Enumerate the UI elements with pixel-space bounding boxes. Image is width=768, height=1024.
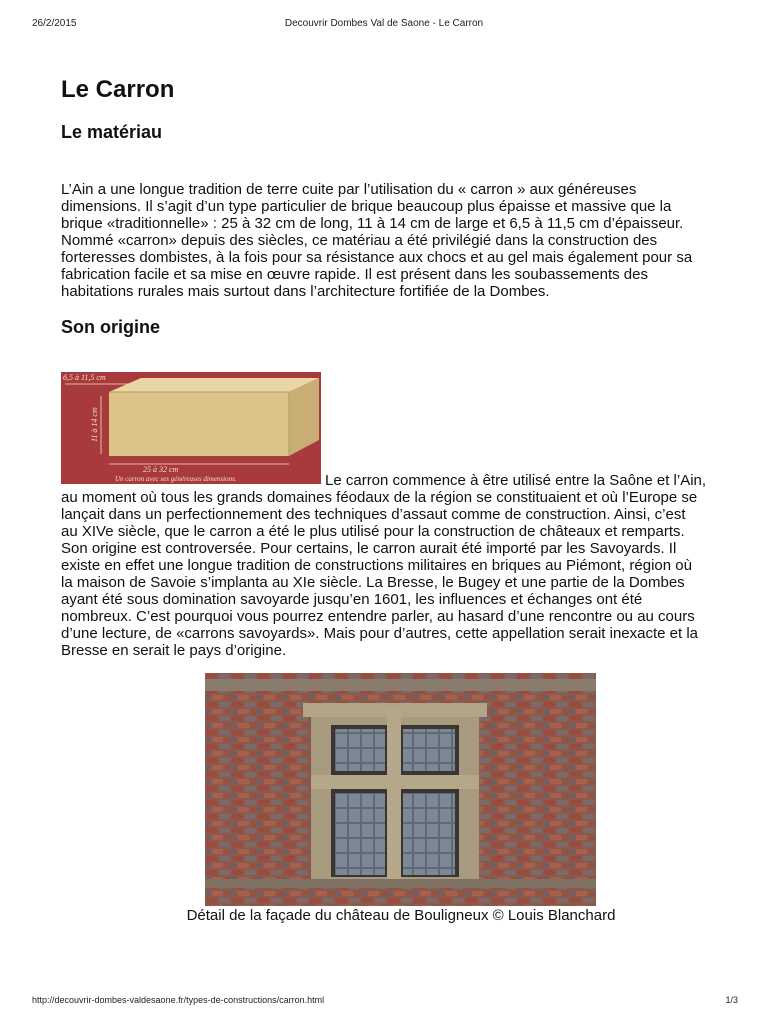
brick-dimensions-illustration xyxy=(61,372,321,484)
window-mullion xyxy=(387,709,401,879)
paragraph-materiau xyxy=(61,181,737,300)
text-line: nombreux. C’est pourquoi vous pourrez entendre parler, au hasard d’une rencontre ou au cours xyxy=(61,608,695,625)
photo-caption: Détail de la façade du château de Bouligneux © Louis Blanchard xyxy=(186,907,616,924)
brick-front-face xyxy=(109,392,289,456)
print-page-title: Decouvrir Dombes Val de Saone - Le Carron xyxy=(284,18,484,29)
paragraph-origine xyxy=(61,489,737,659)
section-heading-origine: Son origine xyxy=(61,317,160,337)
chateau-facade-photo xyxy=(205,673,596,906)
pane-bottom-right xyxy=(403,793,455,875)
bottom-sill xyxy=(205,879,596,888)
text-line: brique «traditionnelle» : 25 à 32 cm de long, 11 à 14 cm de large et 6,5 à 11,5 cm d’épaisseur. xyxy=(61,215,684,232)
text-line: L’Ain a une longue tradition de terre cuite par l’utilisation du « carron » aux généreuses xyxy=(61,181,637,198)
window-transom xyxy=(311,775,479,789)
text-line: fabrication facile et sa mise en œuvre rapide. Il est présent dans les soubassements des xyxy=(61,266,648,283)
pane-top-left xyxy=(335,729,385,771)
page-url: http://decouvrir-dombes-valdesaone.fr/types-de-constructions/carron.html xyxy=(32,995,325,1005)
text-line: Nommé «carron» depuis des siècles, ce matériau a été privilégié dans la construction des xyxy=(61,232,658,249)
section-heading-materiau: Le matériau xyxy=(61,122,163,142)
text-line: au moment où tous les grands domaines féodaux de la région se constituaient et où l’Europe se xyxy=(61,489,698,506)
print-date: 26/2/2015 xyxy=(32,18,77,29)
text-line: au XIVe siècle, que le carron a été le plus utilisé pour la construction de châteaux et remparts. xyxy=(61,523,685,540)
text-line: la maison de Savoie s’implanta au XIe siècle. La Bresse, le Bugey et une partie de la Dombes xyxy=(61,574,685,591)
text-line: habitations rurales mais surtout dans l’architecture fortifiée de la Dombes. xyxy=(61,283,550,300)
width-label: 11 à 14 cm xyxy=(90,407,99,442)
page-number: 1/3 xyxy=(725,995,738,1005)
paragraph-origine-first-line: Le carron commence à être utilisé entre la Saône et l’Ain, xyxy=(325,472,707,489)
top-cornice xyxy=(205,679,596,691)
article-title: Le Carron xyxy=(61,76,175,103)
pane-top-right xyxy=(403,729,455,771)
pane-bottom-left xyxy=(335,793,385,875)
illustration-caption: Un carron avec ses généreuses dimensions. xyxy=(115,475,237,483)
text-line: dimensions. Il s’agit d’un type particulier de brique beaucoup plus épaisse et massive que la xyxy=(61,198,672,215)
text-line: Son origine est controversée. Pour certains, le carron aurait été importé par les Savoyards. Il xyxy=(61,540,677,557)
text-line: lançait dans un perfectionnement des techniques d’assaut comme de construction. Ainsi, c’est xyxy=(61,506,686,523)
text-line: ayant été sous domination savoyarde jusqu’en 1601, les influences et échanges ont été xyxy=(61,591,643,608)
text-line: existe en effet une longue tradition de constructions militaires en briques au Piémont, région où xyxy=(61,557,692,574)
text-line: d’une lecture, de «carrons savoyards». Mais pour d’autres, cette appellation serait inexacte et la xyxy=(61,625,699,642)
text-line: forteresses dombistes, à la fois pour sa résistance aux chocs et au gel mais également pour sa xyxy=(61,249,693,266)
text-line: Bresse en serait le pays d’origine. xyxy=(61,642,287,659)
brick-top-face xyxy=(109,378,319,392)
thickness-label: 6,5 à 11,5 cm xyxy=(63,373,106,382)
length-label: 25 à 32 cm xyxy=(143,465,179,474)
